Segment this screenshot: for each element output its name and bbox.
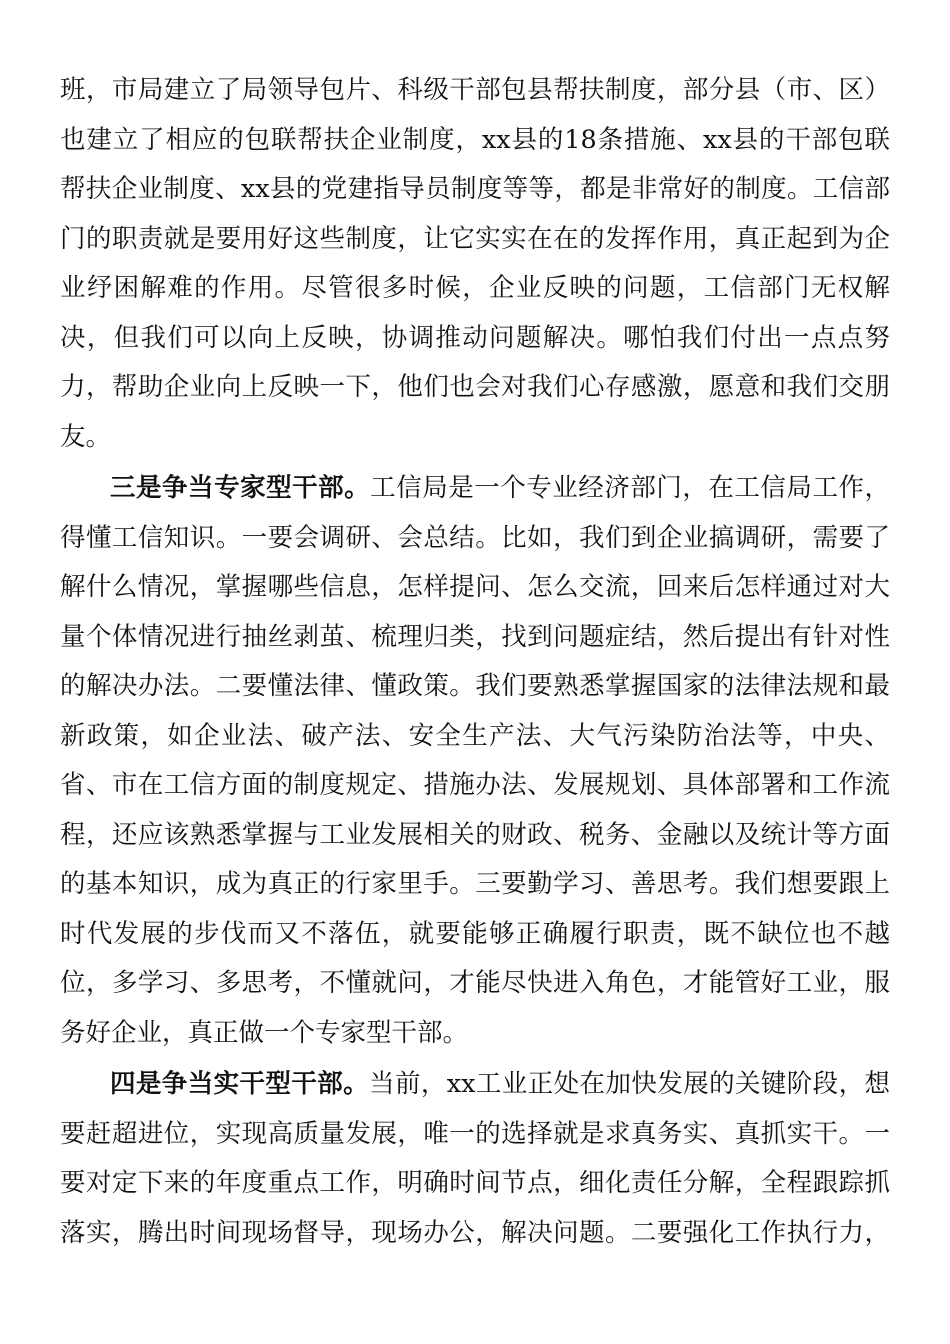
text-line: 班，市局建立了局领导包片、科级干部包县帮扶制度，部分县（市、区） <box>60 75 890 105</box>
text-line: 落实，腾出时间现场督导，现场办公，解决问题。二要强化工作执行力， <box>60 1218 890 1248</box>
text-line: 友。 <box>60 422 112 452</box>
text-line: 帮扶企业制度、xx县的党建指导员制度等等，都是非常好的制度。工信部 <box>60 174 890 204</box>
paragraph-text: 工信局是一个专业经济部门，在工信局工作， <box>370 473 890 503</box>
text-line: 位，多学习、多思考，不懂就问，才能尽快进入角色，才能管好工业，服 <box>60 968 890 998</box>
text-line: 得懂工信知识。一要会调研、会总结。比如，我们到企业搞调研，需要了 <box>60 523 890 553</box>
text-line: 业纾困解难的作用。尽管很多时候，企业反映的问题，工信部门无权解 <box>60 273 890 303</box>
paragraph-text: 当前，xx工业正处在加快发展的关键阶段，想 <box>369 1069 890 1099</box>
text-line: 时代发展的步伐而又不落伍，就要能够正确履行职责，既不缺位也不越 <box>60 919 890 949</box>
text-line: 量个体情况进行抽丝剥茧、梳理归类，找到问题症结，然后提出有针对性 <box>60 622 890 652</box>
text-line: 的解决办法。二要懂法律、懂政策。我们要熟悉掌握国家的法律法规和最 <box>60 671 890 701</box>
text-line: 解什么情况，掌握哪些信息，怎样提问、怎么交流，回来后怎样通过对大 <box>60 572 890 602</box>
text-line: 务好企业，真正做一个专家型干部。 <box>60 1018 469 1048</box>
text-line: 也建立了相应的包联帮扶企业制度，xx县的18条措施、xx县的干部包联 <box>60 125 890 155</box>
text-line: 要赶超进位，实现高质量发展，唯一的选择就是求真务实、真抓实干。一 <box>60 1119 890 1149</box>
paragraph-heading-line <box>110 1064 890 1104</box>
text-line: 力，帮助企业向上反映一下，他们也会对我们心存感激，愿意和我们交朋 <box>60 372 890 402</box>
text-line: 省、市在工信方面的制度规定、措施办法、发展规划、具体部署和工作流 <box>60 770 890 800</box>
text-line: 要对定下来的年度重点工作，明确时间节点，细化责任分解，全程跟踪抓 <box>60 1168 890 1198</box>
text-line: 程，还应该熟悉掌握与工业发展相关的财政、税务、金融以及统计等方面 <box>60 820 890 850</box>
text-line: 决，但我们可以向上反映，协调推动问题解决。哪怕我们付出一点点努 <box>60 323 890 353</box>
text-line: 的基本知识，成为真正的行家里手。三要勤学习、善思考。我们想要跟上 <box>60 869 890 899</box>
paragraph-heading-line <box>110 468 890 508</box>
text-line: 新政策，如企业法、破产法、安全生产法、大气污染防治法等，中央、 <box>60 721 890 751</box>
paragraph-heading: 四是争当实干型干部。 <box>110 1069 370 1099</box>
text-line: 门的职责就是要用好这些制度，让它实实在在的发挥作用，真正起到为企 <box>60 224 890 254</box>
paragraph-heading: 三是争当专家型干部。 <box>110 473 371 503</box>
